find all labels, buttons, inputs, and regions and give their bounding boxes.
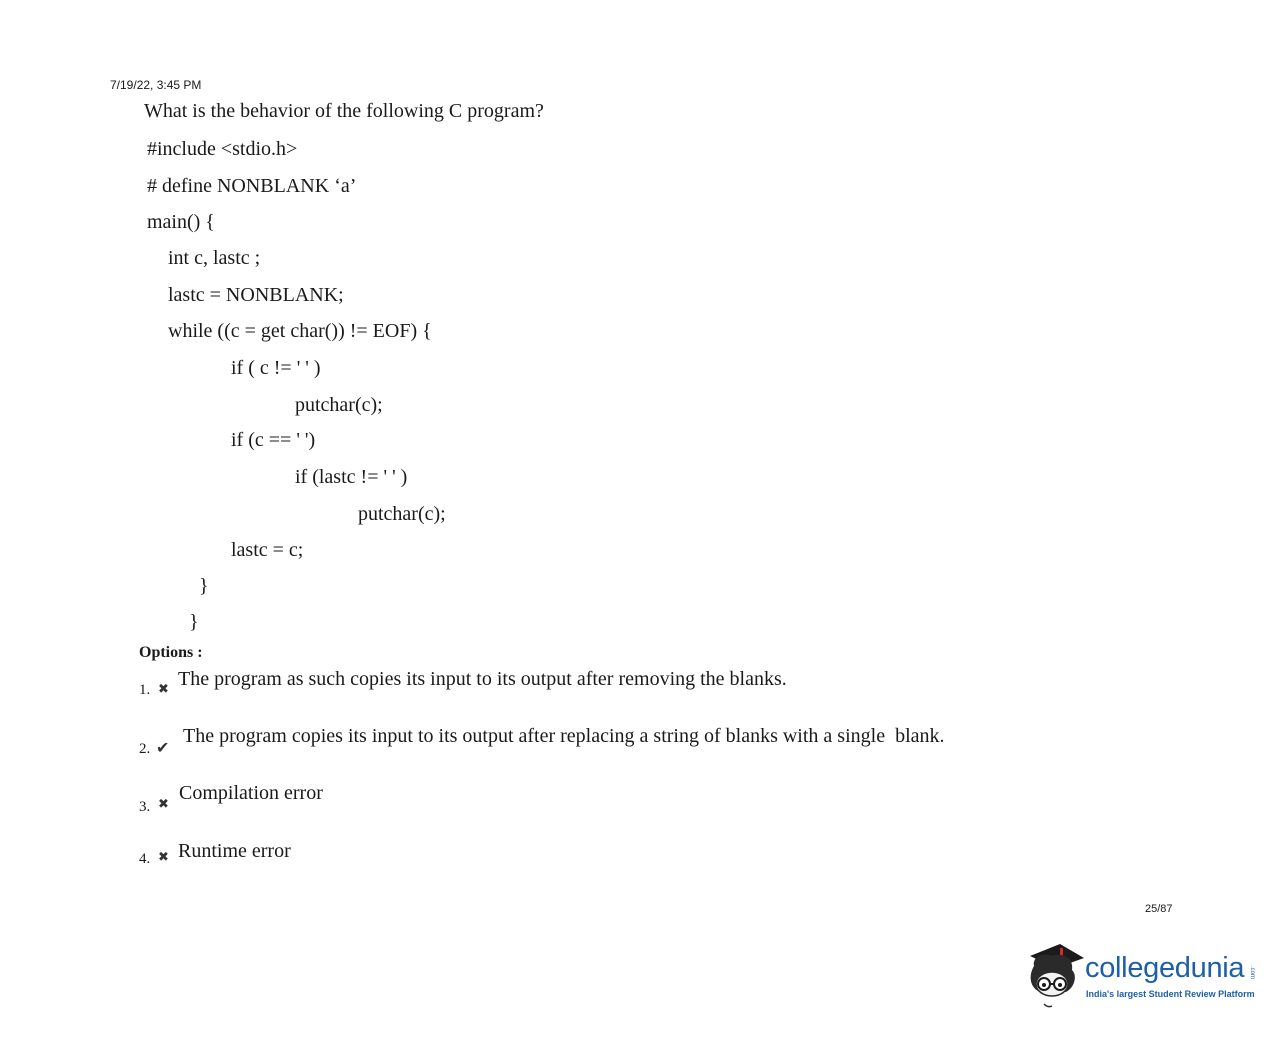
code-line: # define NONBLANK ‘a’: [147, 175, 357, 197]
code-line: if (c == ' '): [231, 429, 316, 451]
logo-wordmark: collegedunia: [1085, 952, 1245, 984]
cross-icon: ✖: [158, 796, 169, 811]
option-text: Runtime error: [178, 840, 291, 862]
code-line: int c, lastc ;: [168, 247, 261, 269]
option-number: 2.: [139, 741, 151, 757]
code-line: putchar(c);: [358, 503, 446, 525]
logo-tagline: India's largest Student Review Platform: [1086, 989, 1255, 999]
code-line: putchar(c);: [295, 394, 383, 416]
cross-icon: ✖: [158, 849, 169, 864]
option-text: The program as such copies its input to its output after removing the blanks.: [178, 668, 787, 690]
option-text: The program copies its input to its output after replacing a string of blanks with a single blank.: [183, 725, 945, 747]
code-line: lastc = NONBLANK;: [168, 284, 344, 306]
code-line: lastc = c;: [231, 539, 304, 561]
options-label: Options :: [139, 644, 203, 661]
code-line: if ( c != ' ' ): [231, 357, 321, 379]
code-line: if (lastc != ' ' ): [295, 466, 408, 488]
code-line: }: [189, 611, 199, 633]
option-number: 4.: [139, 851, 151, 867]
print-timestamp: 7/19/22, 3:45 PM: [110, 78, 202, 92]
option-number: 1.: [139, 682, 151, 698]
page-number: 25/87: [1145, 903, 1173, 915]
logo-suffix: .com: [1249, 966, 1255, 980]
cross-icon: ✖: [158, 681, 169, 696]
question-text: What is the behavior of the following C program?: [144, 100, 544, 122]
code-line: main() {: [147, 211, 215, 233]
code-line: while ((c = get char()) != EOF) {: [168, 320, 432, 342]
option-text: Compilation error: [179, 782, 323, 804]
code-line: }: [199, 575, 209, 597]
code-line: #include <stdio.h>: [147, 138, 298, 160]
check-icon: ✔: [156, 740, 170, 757]
option-number: 3.: [139, 799, 151, 815]
